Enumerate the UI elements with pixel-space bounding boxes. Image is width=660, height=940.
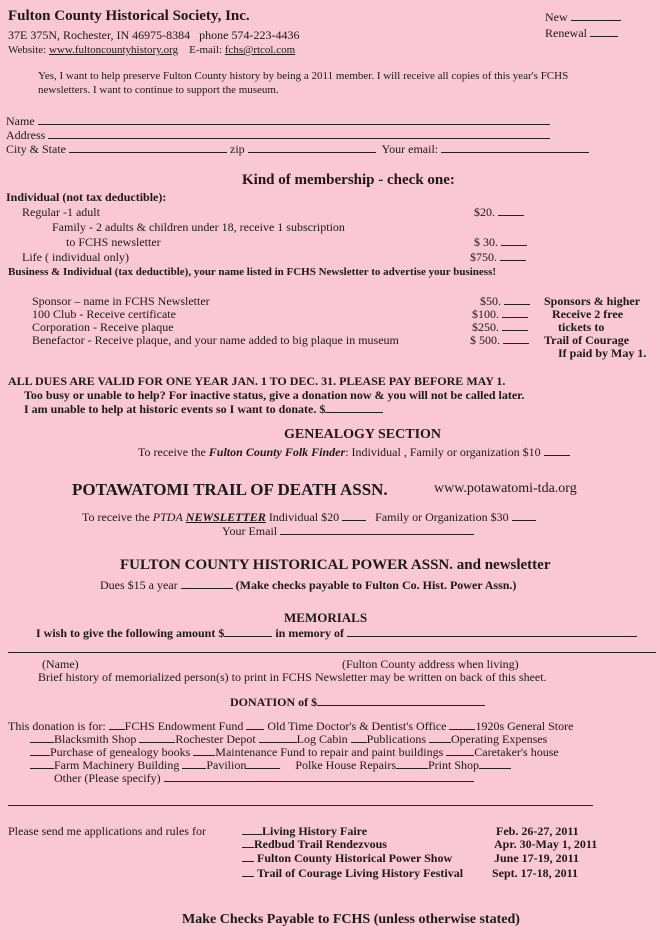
genealogy-pre: To receive the bbox=[138, 445, 209, 459]
doctor-check[interactable] bbox=[246, 719, 264, 730]
memorials-title: MEMORIALS bbox=[284, 610, 368, 625]
potawatomi-title: POTAWATOMI TRAIL OF DEATH ASSN. bbox=[72, 480, 388, 499]
website-label: Website: bbox=[8, 44, 47, 56]
event-name-2: Redbud Trail Rendezvous bbox=[254, 837, 387, 851]
operating-label: Operating Expenses bbox=[451, 732, 548, 746]
address-text: 37E 375N, Rochester, IN 46975-8384 bbox=[8, 28, 191, 42]
new-field[interactable] bbox=[545, 10, 621, 25]
ptda-newsletter: NEWSLETTER bbox=[185, 510, 266, 524]
pavilion-check[interactable] bbox=[182, 758, 206, 769]
memorial-address-label: (Fulton County address when living) bbox=[342, 657, 519, 671]
event-row-2[interactable] bbox=[242, 837, 387, 852]
polke-label: Polke House Repairs bbox=[295, 758, 396, 772]
event-name-3: Fulton County Historical Power Show bbox=[257, 851, 453, 865]
email-field-label: Your email: bbox=[381, 142, 439, 156]
sponsor-label: Sponsor – name in FCHS Newsletter bbox=[32, 294, 210, 308]
dues-line2: Too busy or unable to help? For inactive status, give a donation now & you will not be called later. bbox=[24, 388, 525, 402]
potawatomi-website[interactable]: www.potawatomi-tda.org bbox=[434, 481, 577, 496]
blacksmith-label: Blacksmith Shop bbox=[54, 732, 137, 746]
genealogy-post: : Individual , Family or organization $10 bbox=[345, 445, 541, 459]
donation-field[interactable] bbox=[230, 695, 485, 710]
email-input[interactable] bbox=[441, 142, 589, 153]
sponsor-price: $50. bbox=[480, 294, 501, 308]
name-label: Name bbox=[6, 114, 35, 128]
individual-heading: Individual (not tax deductible): bbox=[6, 190, 167, 204]
polke-check[interactable] bbox=[396, 758, 428, 769]
event-date-2: Apr. 30-May 1, 2011 bbox=[494, 837, 598, 851]
benefactor-price-field[interactable] bbox=[470, 333, 529, 348]
other-label: Other (Please specify) bbox=[54, 771, 161, 785]
zip-input[interactable] bbox=[248, 142, 376, 153]
depot-label: Rochester Depot bbox=[175, 732, 256, 746]
power-row[interactable] bbox=[100, 578, 516, 593]
publications-label: Publications bbox=[366, 732, 426, 746]
applications-label: Please send me applications and rules for bbox=[8, 824, 206, 838]
life-price: $750. bbox=[470, 250, 497, 264]
zip-label: zip bbox=[230, 142, 245, 156]
address-label: Address bbox=[6, 128, 46, 142]
life-price-field[interactable] bbox=[470, 250, 526, 265]
sponsor-note-3: tickets to bbox=[558, 320, 605, 334]
family-price: $ 30. bbox=[474, 235, 498, 249]
depot-check[interactable] bbox=[139, 732, 175, 743]
intro-line1: Yes, I want to help preserve Fulton County history by being a 2011 member. I will receive all copies of this year's FCHS bbox=[38, 70, 569, 82]
memorials-amount-input[interactable] bbox=[224, 626, 272, 637]
email-link[interactable]: fchs@rtcol.com bbox=[224, 44, 296, 56]
farm-check[interactable] bbox=[30, 758, 54, 769]
power-title: FULTON COUNTY HISTORICAL POWER ASSN. and newsletter bbox=[120, 557, 551, 573]
org-web-line bbox=[8, 44, 295, 56]
event-date-1: Feb. 26-27, 2011 bbox=[496, 824, 579, 838]
benefactor-label: Benefactor - Receive plaque, and your name added to big plaque in museum bbox=[32, 333, 399, 347]
genealogy-field[interactable] bbox=[138, 445, 570, 460]
business-heading: Business & Individual (tax deductible), your name listed in FCHS Newsletter to advertise your business! bbox=[8, 266, 497, 278]
store-check[interactable] bbox=[449, 719, 475, 730]
regular-price: $20. bbox=[474, 205, 495, 219]
intro-line2: newsletters. I want to continue to support the museum. bbox=[38, 84, 279, 96]
sponsor-note-5: If paid by May 1. bbox=[558, 346, 647, 360]
memorial-brief: Brief history of memorialized person(s) to print in FCHS Newsletter may be written on back of this sheet. bbox=[38, 670, 547, 684]
family-price-field[interactable] bbox=[474, 235, 527, 250]
website-link[interactable]: www.fultoncountyhistory.org bbox=[48, 44, 179, 56]
store-label: 1920s General Store bbox=[475, 719, 574, 733]
power-checks: (Make checks payable to Fulton Co. Hist. Power Assn.) bbox=[235, 578, 517, 592]
donation-divider bbox=[8, 805, 593, 806]
donation-row-5[interactable] bbox=[54, 771, 474, 786]
genealogy-title: GENEALOGY SECTION bbox=[284, 427, 442, 442]
city-state-zip-row bbox=[6, 142, 589, 157]
regular-price-field[interactable] bbox=[474, 205, 524, 220]
corporation-label: Corporation - Receive plaque bbox=[32, 320, 174, 334]
dues-line3-field[interactable] bbox=[24, 402, 383, 417]
life-label: Life ( individual only) bbox=[22, 250, 129, 264]
memorials-name-input[interactable] bbox=[347, 626, 637, 637]
ptda-family: Family or Organization $30 bbox=[375, 510, 509, 524]
donation-for-label: This donation is for: bbox=[8, 719, 106, 733]
event-name-4: Trail of Courage Living History Festival bbox=[257, 866, 464, 880]
endowment-label: FCHS Endowment Fund bbox=[124, 719, 244, 733]
corporation-price: $250. bbox=[472, 320, 499, 334]
ptda-email-field[interactable] bbox=[222, 524, 474, 539]
event-row-4[interactable] bbox=[242, 866, 463, 881]
caretaker-check[interactable] bbox=[446, 745, 474, 756]
ptda-family-input[interactable] bbox=[512, 510, 536, 521]
event-row-3[interactable] bbox=[242, 851, 452, 866]
print-label: Print Shop bbox=[428, 758, 480, 772]
memorials-line1[interactable] bbox=[36, 626, 637, 641]
email-label: E-mail: bbox=[189, 44, 223, 56]
membership-title: Kind of membership - check one: bbox=[242, 172, 455, 188]
sponsor-note-2: Receive 2 free bbox=[552, 307, 624, 321]
pavilion-label: Pavilion bbox=[206, 758, 247, 772]
benefactor-price: $ 500. bbox=[470, 333, 500, 347]
org-address bbox=[8, 28, 299, 43]
footer-checks-payable: Make Checks Payable to FCHS (unless otherwise stated) bbox=[182, 912, 520, 927]
club100-price: $100. bbox=[472, 307, 499, 321]
print-check[interactable] bbox=[479, 758, 511, 769]
name-field[interactable] bbox=[6, 114, 550, 129]
memorials-amount-label: I wish to give the following amount $ bbox=[36, 626, 225, 640]
maintenance-label: Maintenance Fund to repair and paint buildings bbox=[215, 745, 444, 759]
publications-check[interactable] bbox=[351, 732, 367, 743]
sponsor-note-4: Trail of Courage bbox=[544, 333, 630, 347]
new-label: New bbox=[545, 10, 568, 24]
city-state-label: City & State bbox=[6, 142, 66, 156]
blacksmith-check[interactable] bbox=[30, 732, 54, 743]
memorial-divider bbox=[8, 652, 656, 653]
maintenance-check[interactable] bbox=[193, 745, 215, 756]
phone-text: phone 574-223-4436 bbox=[199, 28, 300, 42]
cabin-label: Log Cabin bbox=[296, 732, 348, 746]
books-label: Purchase of genealogy books bbox=[50, 745, 191, 759]
sponsor-note-1: Sponsors & higher bbox=[544, 294, 641, 308]
ptda-row bbox=[82, 510, 536, 525]
renewal-label: Renewal bbox=[545, 26, 587, 40]
ptda-pre: To receive the bbox=[82, 510, 153, 524]
doctor-label: Old Time Doctor's & Dentist's Office bbox=[267, 719, 447, 733]
ptda-individual: Individual $20 bbox=[268, 510, 340, 524]
address-field[interactable] bbox=[6, 128, 550, 143]
dues-line3: I am unable to help at historic events so I want to donate. $ bbox=[24, 402, 326, 416]
donation-title: DONATION of $ bbox=[230, 695, 318, 709]
ptda-email-label: Your Email bbox=[222, 524, 278, 538]
books-check[interactable] bbox=[30, 745, 50, 756]
event-date-3: June 17-19, 2011 bbox=[494, 851, 580, 865]
power-dues: Dues $15 a year bbox=[100, 578, 178, 592]
cabin-check[interactable] bbox=[259, 732, 297, 743]
org-name: Fulton County Historical Society, Inc. bbox=[8, 8, 250, 24]
memorial-name-label: (Name) bbox=[42, 657, 79, 671]
city-state-input[interactable] bbox=[69, 142, 227, 153]
renewal-field[interactable] bbox=[545, 26, 618, 41]
endowment-check[interactable] bbox=[109, 719, 125, 730]
ptda-label: PTDA bbox=[152, 510, 183, 524]
event-date-4: Sept. 17-18, 2011 bbox=[492, 866, 579, 880]
folk-finder-title: Fulton County Folk Finder bbox=[208, 445, 346, 459]
operating-check[interactable] bbox=[429, 732, 451, 743]
club100-label: 100 Club - Receive certificate bbox=[32, 307, 176, 321]
family-line1: Family - 2 adults & children under 18, receive 1 subscription bbox=[52, 220, 345, 234]
farm-label: Farm Machinery Building bbox=[54, 758, 180, 772]
dues-line1: ALL DUES ARE VALID FOR ONE YEAR JAN. 1 TO DEC. 31. PLEASE PAY BEFORE MAY 1. bbox=[8, 374, 506, 388]
family-line2: to FCHS newsletter bbox=[66, 235, 161, 249]
event-name-1: Living History Faire bbox=[262, 824, 368, 838]
ptda-individual-input[interactable] bbox=[342, 510, 366, 521]
regular-label: Regular -1 adult bbox=[22, 205, 100, 219]
caretaker-label: Caretaker's house bbox=[474, 745, 559, 759]
memorials-mid-label: in memory of bbox=[275, 626, 344, 640]
